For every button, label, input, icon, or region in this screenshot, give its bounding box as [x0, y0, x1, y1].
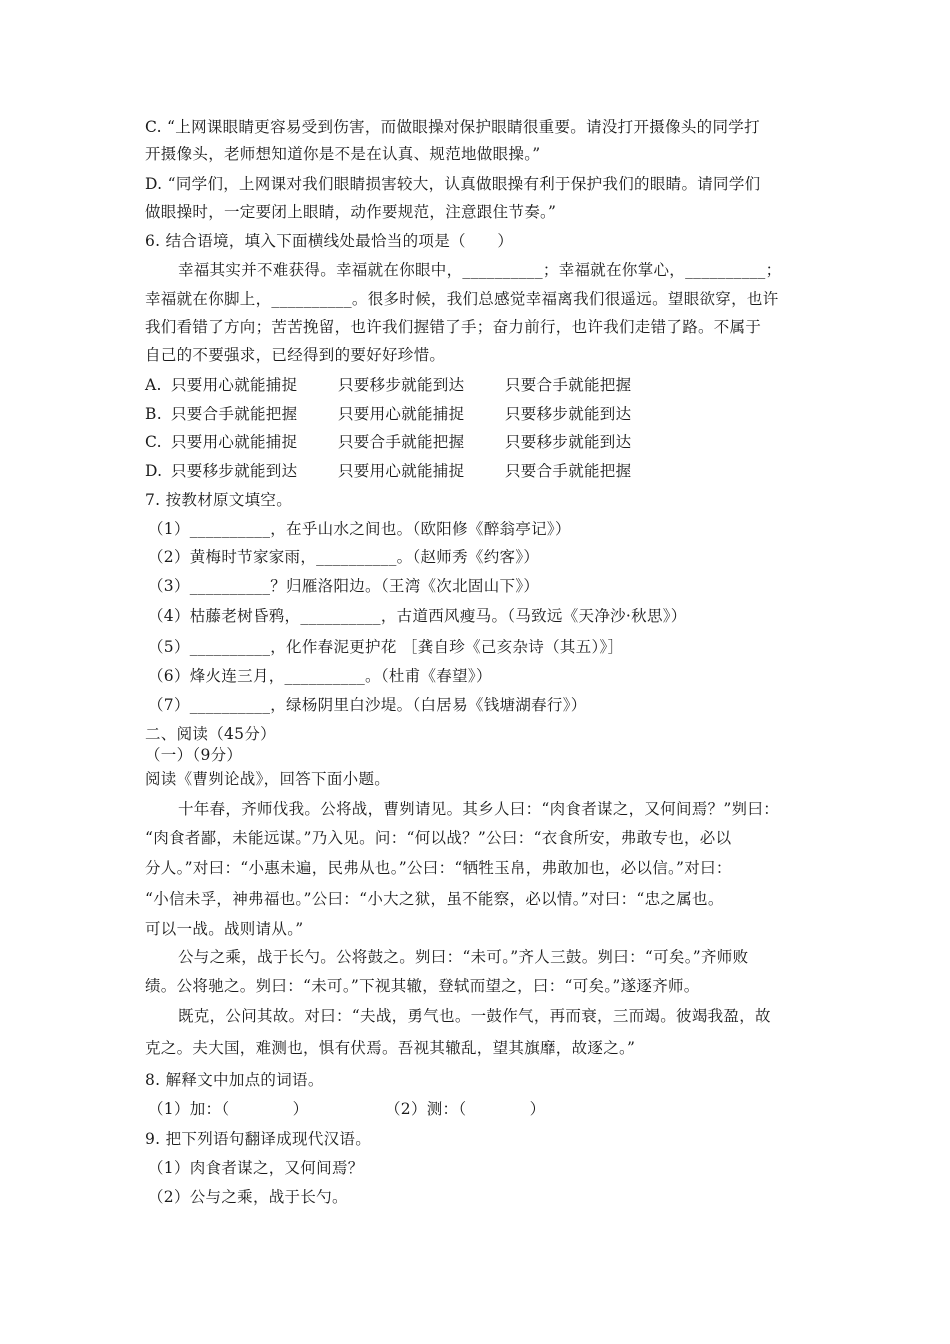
q7-item-4: （4）枯藤老树昏鸦，__________，古道西风瘦马。（马致远《天净沙·秋思》）: [148, 607, 687, 625]
q7-item-3: （3）__________？归雁洛阳边。（王湾《次北固山下》）: [148, 577, 540, 595]
option-choice-1: 只要用心就能捕捉: [171, 376, 298, 394]
q7-item-1: （1）__________，在乎山水之间也。（欧阳修《醉翁亭记》）: [148, 520, 571, 538]
passage-para1-line2: “肉食者鄙，未能远谋。”乃入见。问：“何以战？”公曰：“衣食所安，弗敢专也，必以: [145, 829, 732, 847]
q8-item-2: （2）测：（ ）: [385, 1100, 546, 1118]
q5-option-c-line2: 开摄像头，老师想知道你是不是在认真、规范地做眼操。”: [145, 145, 541, 163]
option-choice-3: 只要移步就能到达: [505, 433, 632, 451]
q7-stem: 7. 按教材原文填空。: [145, 491, 293, 509]
q8-item-1: （1）加：（ ）: [148, 1100, 309, 1118]
option-label: A.: [145, 376, 162, 394]
reading-instruction: 阅读《曹刿论战》，回答下面小题。: [145, 770, 391, 788]
option-choice-2: 只要合手就能把握: [338, 433, 465, 451]
q9-item-2: （2）公与之乘，战于长勺。: [148, 1188, 348, 1206]
option-choice-3: 只要合手就能把握: [505, 462, 632, 480]
q7-item-7: （7）__________，绿杨阴里白沙堤。（白居易《钱塘湖春行》）: [148, 696, 587, 714]
passage-para1-line5: 可以一战。战则请从。”: [145, 920, 304, 938]
option-choice-1: 只要用心就能捕捉: [171, 433, 298, 451]
q6-passage-line2: 幸福就在你脚上，__________。很多时候，我们总感觉幸福离我们很遥远。望眼欲穿，也许: [145, 290, 779, 308]
option-choice-1: 只要合手就能把握: [171, 405, 298, 423]
passage-para3-line1: 既克，公问其故。对曰：“夫战，勇气也。一鼓作气，再而衰，三而竭。彼竭我盈，故: [178, 1007, 771, 1025]
passage-para1-line4: “小信未孚，神弗福也。”公曰：“小大之狱，虽不能察，必以情。”对曰：“忠之属也。: [145, 890, 724, 908]
option-choice-3: 只要移步就能到达: [505, 405, 632, 423]
passage-para1-line1: 十年春，齐师伐我。公将战，曹刿请见。其乡人曰：“肉食者谋之，又何间焉？”刿曰：: [178, 800, 780, 818]
q6-passage-line1: 幸福其实并不难获得。幸福就在你眼中，__________；幸福就在你掌心，__________；: [178, 261, 782, 279]
q5-option-d-line1: D. “同学们，上网课对我们眼睛损害较大，认真做眼操有利于保护我们的眼睛。请同学们: [145, 175, 761, 193]
option-label: C.: [145, 433, 162, 451]
q5-option-d-line2: 做眼操时，一定要闭上眼睛，动作要规范，注意跟住节奏。”: [145, 203, 557, 221]
q9-item-1: （1）肉食者谋之，又何间焉？: [148, 1159, 364, 1177]
q5-option-c-line1: C. “上网课眼睛更容易受到伤害，而做眼操对保护眼睛很重要。请没打开摄像头的同学打: [145, 118, 760, 136]
q9-stem: 9. 把下列语句翻译成现代汉语。: [145, 1130, 372, 1148]
q7-item-6: （6）烽火连三月，__________。（杜甫《春望》）: [148, 667, 492, 685]
q7-item-5: （5）__________，化作春泥更护花 ［龚自珍《己亥杂诗（其五）》］: [148, 638, 624, 656]
passage-para3-line2: 克之。夫大国，难测也，惧有伏焉。吾视其辙乱，望其旗靡，故逐之。”: [145, 1039, 636, 1057]
q6-stem: 6. 结合语境，填入下面横线处最恰当的项是（ ）: [145, 232, 514, 250]
q8-stem: 8. 解释文中加点的词语。: [145, 1071, 324, 1089]
q6-passage-line4: 自己的不要强求，已经得到的要好好珍惜。: [145, 346, 446, 364]
section-2-part-1: （一）（9分）: [145, 746, 243, 764]
passage-para1-line3: 分人。”对曰：“小惠未遍，民弗从也。”公曰：“牺牲玉帛，弗敢加也，必以信。”对曰：: [145, 859, 732, 877]
q7-item-2: （2）黄梅时节家家雨，__________。（赵师秀《约客》）: [148, 548, 540, 566]
option-label: D.: [145, 462, 163, 480]
passage-para2-line2: 绩。公将驰之。刿曰：“未可。”下视其辙，登轼而望之，曰：“可矣。”遂逐齐师。: [145, 977, 700, 995]
option-choice-1: 只要移步就能到达: [171, 462, 298, 480]
option-choice-2: 只要用心就能捕捉: [338, 405, 465, 423]
option-choice-3: 只要合手就能把握: [505, 376, 632, 394]
passage-para2-line1: 公与之乘，战于长勺。公将鼓之。刿曰：“未可。”齐人三鼓。刿曰：“可矣。”齐师败: [178, 948, 749, 966]
q6-passage-line3: 我们看错了方向；苦苦挽留，也许我们握错了手；奋力前行，也许我们走错了路。不属于: [145, 318, 762, 336]
option-choice-2: 只要用心就能捕捉: [338, 462, 465, 480]
option-label: B.: [145, 405, 162, 423]
section-2-title: 二、阅读（45分）: [145, 725, 276, 743]
option-choice-2: 只要移步就能到达: [338, 376, 465, 394]
